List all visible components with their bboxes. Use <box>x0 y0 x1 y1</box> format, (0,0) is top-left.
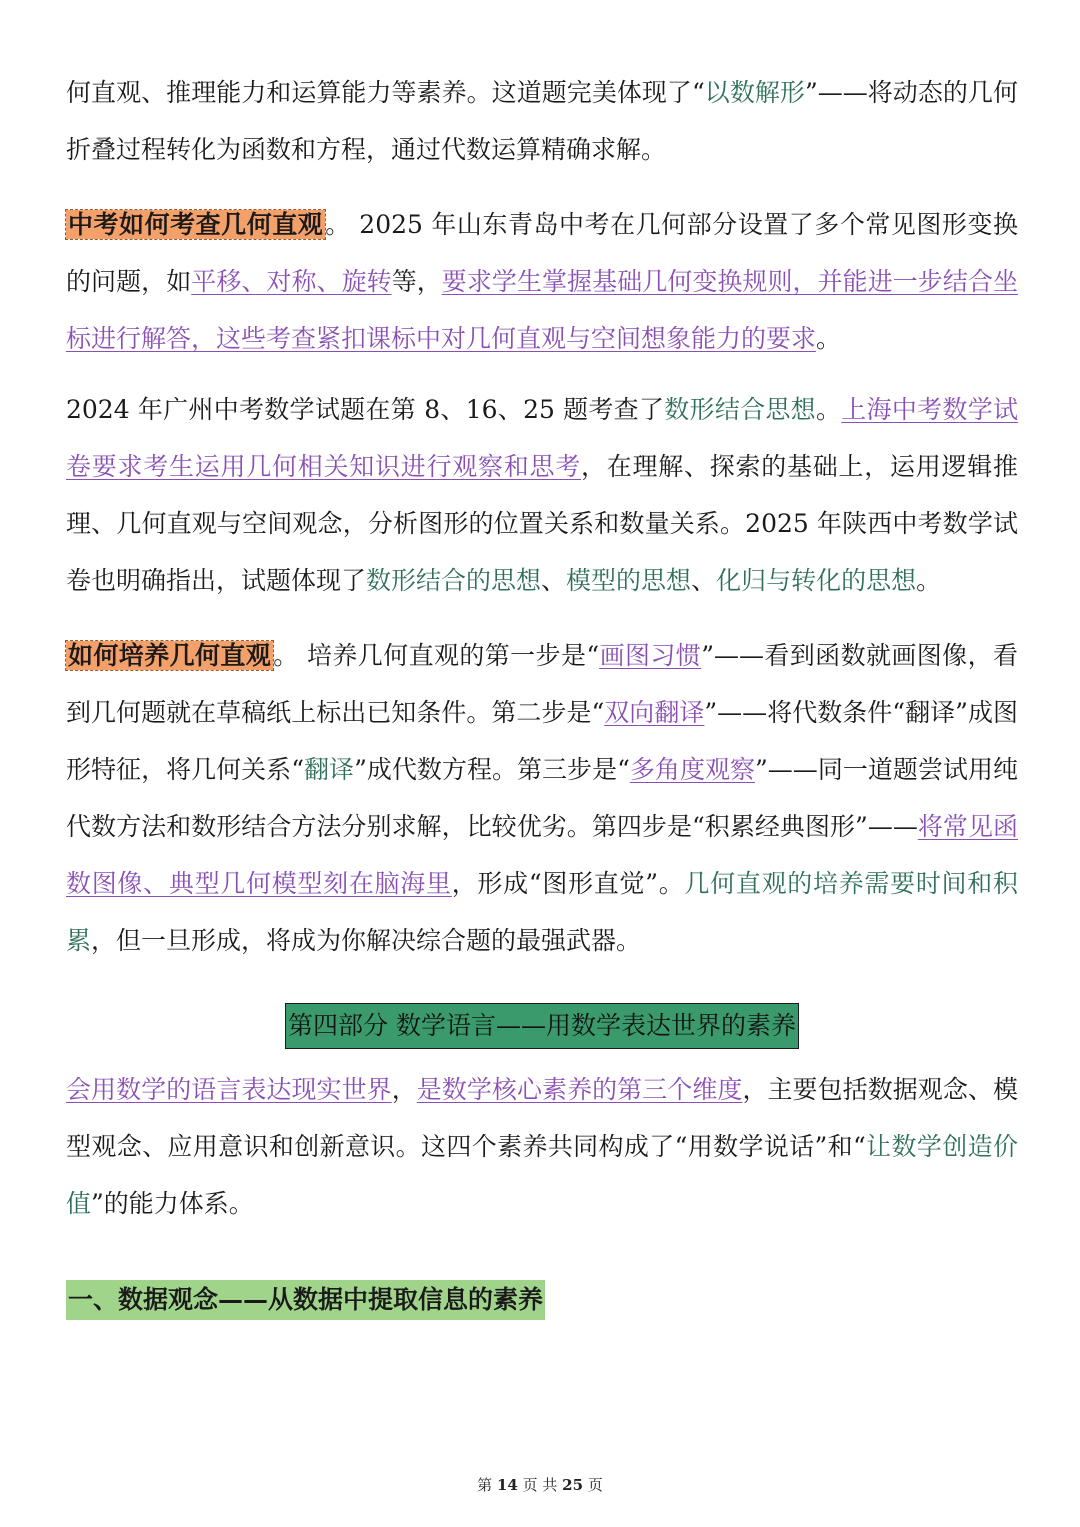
underlined-emphasis[interactable]: 会用数学的语言表达现实世界 <box>66 1075 392 1104</box>
page-footer <box>0 1474 1080 1495</box>
footer-mid: 页 共 <box>522 1476 558 1494</box>
emphasis-green: 以数解形 <box>704 78 805 107</box>
emphasis-green: 数形结合思想 <box>664 395 816 424</box>
text-segment: ”——将动态的几何折叠过程转化为函数和方程，通过代数运算精确求解。 <box>66 78 1018 164</box>
underlined-emphasis[interactable]: 画图习惯 <box>599 641 702 670</box>
text-segment: ”成代数方程。第三步是“ <box>354 755 630 784</box>
text-segment: 。 <box>916 566 942 595</box>
text-segment: ，在理解、探索的基础上，运用逻辑推理、几何直观与空间观念，分析图形的位置关系和数量关系。2025 年陕西中考数学试卷也明确指出，试题体现了 <box>66 452 1018 595</box>
paragraph-math-language <box>66 1061 1018 1232</box>
text-segment: 何直观、推理能力和运算能力等素养。这道题完美体现了“ <box>66 78 705 107</box>
text-segment: 、 <box>691 566 717 595</box>
footer-suffix: 页 <box>587 1476 603 1494</box>
underlined-emphasis[interactable]: 将常见函数图像、典型几何模型刻在脑海里 <box>66 812 1018 898</box>
underlined-emphasis[interactable]: 上海中考数学试卷要求考生运用几何相关知识进行观察和思考 <box>66 395 1018 481</box>
text-segment: 。 2025 年山东青岛中考在几何部分设置了多个常见图形变换的问题，如 <box>66 210 1018 296</box>
paragraph-intro-continuation <box>66 64 1018 178</box>
underlined-emphasis[interactable]: 多角度观察 <box>629 755 756 784</box>
paragraph-exam-geometry <box>66 196 1018 367</box>
footer-prefix: 第 <box>477 1476 493 1494</box>
text-segment: ”——同一道题尝试用纯代数方法和数形结合方法分别求解，比较优劣。第四步是“积累经典图形”—— <box>66 755 1018 841</box>
text-segment: ，但一旦形成，将成为你解决综合题的最强武器。 <box>91 926 642 955</box>
text-segment: ， <box>391 1075 417 1104</box>
text-segment: 。 培养几何直观的第一步是“ <box>273 641 600 670</box>
underlined-emphasis[interactable]: 要求学生掌握基础几何变换规则，并能进一步结合坐标进行解答，这些考查紧扣课标中对几何直观与空间想象能力的要求 <box>66 267 1018 353</box>
subheading-container <box>66 1280 1018 1320</box>
page-number: 14 <box>496 1476 518 1494</box>
emphasis-green: 化归与转化的思想 <box>716 566 917 595</box>
text-segment: ”的能力体系。 <box>91 1189 254 1218</box>
emphasis-green: 几何直观的培养需要时间和积累 <box>66 869 1018 955</box>
underlined-emphasis[interactable]: 双向翻译 <box>604 698 705 727</box>
document-page <box>66 64 1018 1320</box>
emphasis-green: 模型的思想 <box>566 566 692 595</box>
text-segment: 等， <box>391 267 442 296</box>
total-pages: 25 <box>562 1476 584 1494</box>
text-segment: ”——将代数条件“翻译”成图形特征，将几何关系“ <box>66 698 1018 784</box>
underlined-emphasis[interactable]: 平移、对称、旋转 <box>191 267 392 296</box>
text-segment: ”——看到函数就画图像，看到几何题就在草稿纸上标出已知条件。第二步是“ <box>66 641 1018 727</box>
highlight-heading-cultivate: 如何培养几何直观 <box>68 641 272 670</box>
text-segment: 。 <box>816 324 842 353</box>
emphasis-green: 数形结合的思想 <box>366 566 542 595</box>
text-segment: ，形成“图形直觉”。 <box>451 869 685 898</box>
emphasis-green: 让数学创造价值 <box>66 1132 1018 1218</box>
highlight-heading-exam: 中考如何考查几何直观 <box>68 210 324 239</box>
text-segment: 。 <box>815 395 842 424</box>
section-title: 第四部分 数学语言——用数学表达世界的素养 <box>285 1003 799 1049</box>
paragraph-cultivate-geometry <box>66 627 1018 969</box>
text-segment: 、 <box>541 566 567 595</box>
emphasis-green: 翻译 <box>303 755 355 784</box>
section-title-container <box>66 1003 1018 1061</box>
text-segment: ，主要包括数据观念、模型观念、应用意识和创新意识。这四个素养共同构成了“用数学说话”和“ <box>66 1075 1018 1161</box>
subheading-data-concept: 一、数据观念——从数据中提取信息的素养 <box>66 1280 545 1320</box>
underlined-emphasis[interactable]: 是数学核心素养的第三个维度 <box>416 1075 743 1104</box>
paragraph-guangzhou-shanghai <box>66 381 1018 609</box>
text-segment: 2024 年广州中考数学试题在第 8、16、25 题考查了 <box>66 395 665 424</box>
